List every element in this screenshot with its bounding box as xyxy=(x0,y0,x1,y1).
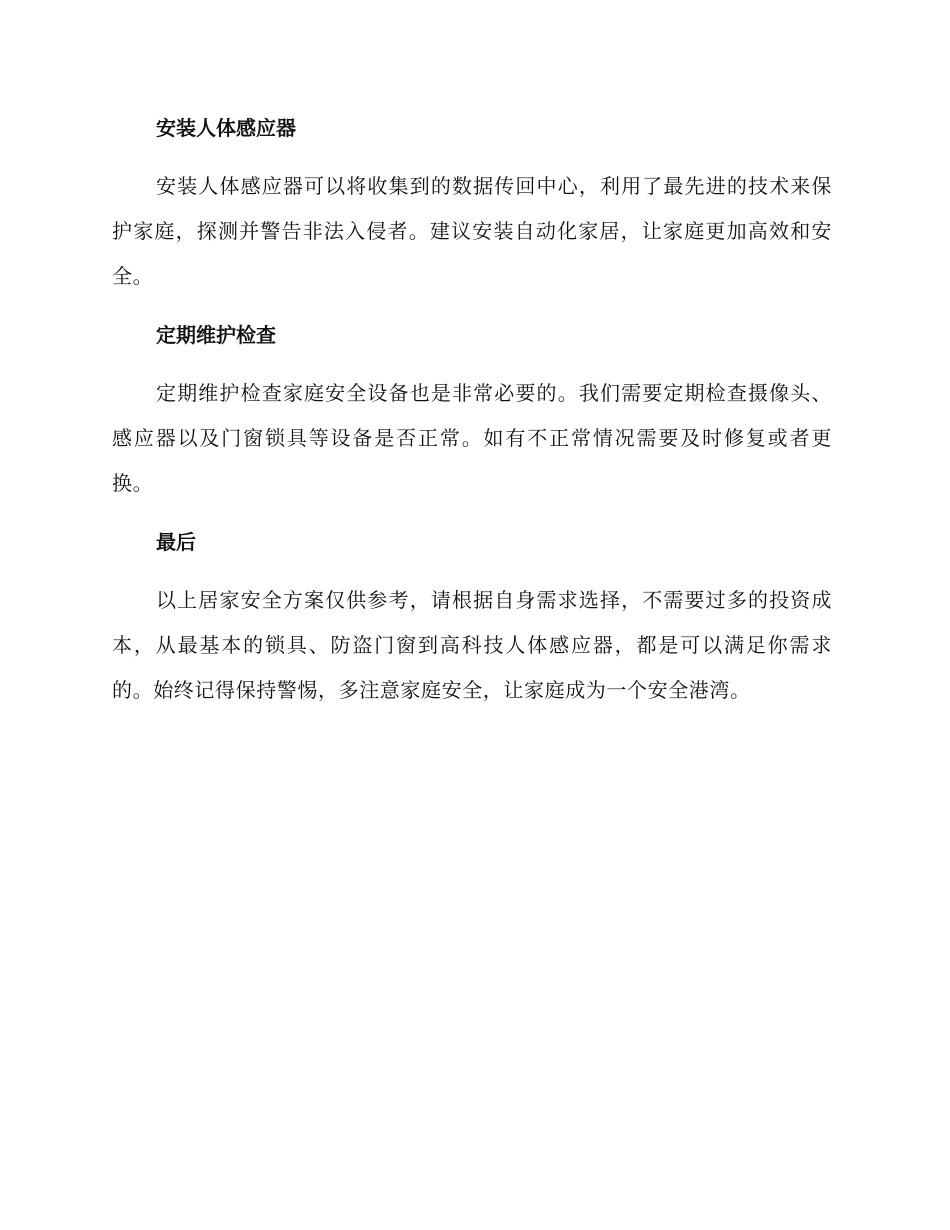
section-heading-conclusion: 最后 xyxy=(156,530,196,554)
section-body-maintenance: 定期维护检查家庭安全设备也是非常必要的。我们需要定期检查摄像头、感应器以及门窗锁具等设备是否正常。如有不正常情况需要及时修复或者更换。 xyxy=(112,381,832,495)
section-body-conclusion: 以上居家安全方案仅供参考，请根据自身需求选择，不需要过多的投资成本，从最基本的锁具、防盗门窗到高科技人体感应器，都是可以满足你需求的。始终记得保持警惕，多注意家庭安全，让家庭成为一个安全港湾。 xyxy=(112,588,832,702)
section-heading-motion-sensor: 安装人体感应器 xyxy=(156,116,296,140)
section-body-motion-sensor: 安装人体感应器可以将收集到的数据传回中心，利用了最先进的技术来保护家庭，探测并警告非法入侵者。建议安装自动化家居，让家庭更加高效和安全。 xyxy=(112,174,832,288)
document-content xyxy=(112,106,832,727)
section-heading-maintenance: 定期维护检查 xyxy=(156,323,276,347)
